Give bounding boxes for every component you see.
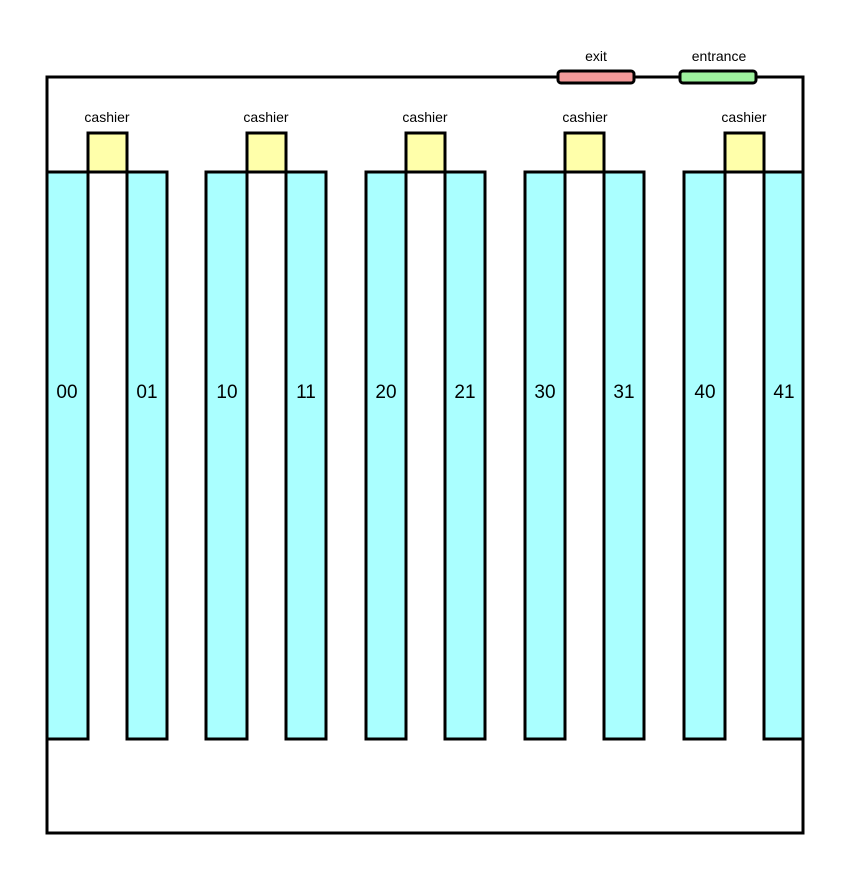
cashier-label: cashier [84, 109, 130, 125]
aisle-0 [47, 109, 167, 739]
shelf-label: 00 [56, 382, 78, 403]
aisle-4 [684, 109, 803, 739]
cashier-label: cashier [721, 109, 767, 125]
cashier-counter[interactable] [247, 133, 286, 172]
cashier-counter[interactable] [725, 133, 764, 172]
shelf-label: 30 [534, 382, 556, 403]
entrance-door[interactable] [680, 48, 756, 83]
cashier-counter[interactable] [565, 133, 604, 172]
aisle-1 [206, 109, 326, 739]
exit-label: exit [585, 48, 607, 64]
cashier-label: cashier [402, 109, 448, 125]
shelf-label: 10 [216, 382, 238, 403]
shelf-label: 01 [136, 382, 158, 403]
cashier-counter[interactable] [88, 133, 127, 172]
aisle-2 [366, 109, 485, 739]
shelf-label: 21 [454, 382, 476, 403]
entrance-label: entrance [691, 48, 747, 64]
shelf-30[interactable] [525, 172, 565, 739]
cashier-label: cashier [243, 109, 289, 125]
shelf-11[interactable] [286, 172, 326, 739]
cashier-label: cashier [562, 109, 608, 125]
cashier-counter[interactable] [406, 133, 445, 172]
shelf-label: 31 [613, 382, 635, 403]
shelf-label: 20 [375, 382, 397, 403]
aisle-3 [525, 109, 644, 739]
shelf-31[interactable] [604, 172, 644, 739]
shelf-40[interactable] [684, 172, 725, 739]
shelf-10[interactable] [206, 172, 247, 739]
shelf-20[interactable] [366, 172, 406, 739]
shelf-21[interactable] [445, 172, 485, 739]
shelf-01[interactable] [127, 172, 167, 739]
entrance-door-marker[interactable] [680, 71, 756, 83]
shelf-41[interactable] [764, 172, 803, 739]
shelf-label: 40 [694, 382, 716, 403]
shelf-label: 41 [773, 382, 795, 403]
exit-door[interactable] [558, 48, 634, 83]
shelf-00[interactable] [47, 172, 88, 739]
shelf-label: 11 [296, 382, 316, 403]
exit-door-marker[interactable] [558, 71, 634, 83]
